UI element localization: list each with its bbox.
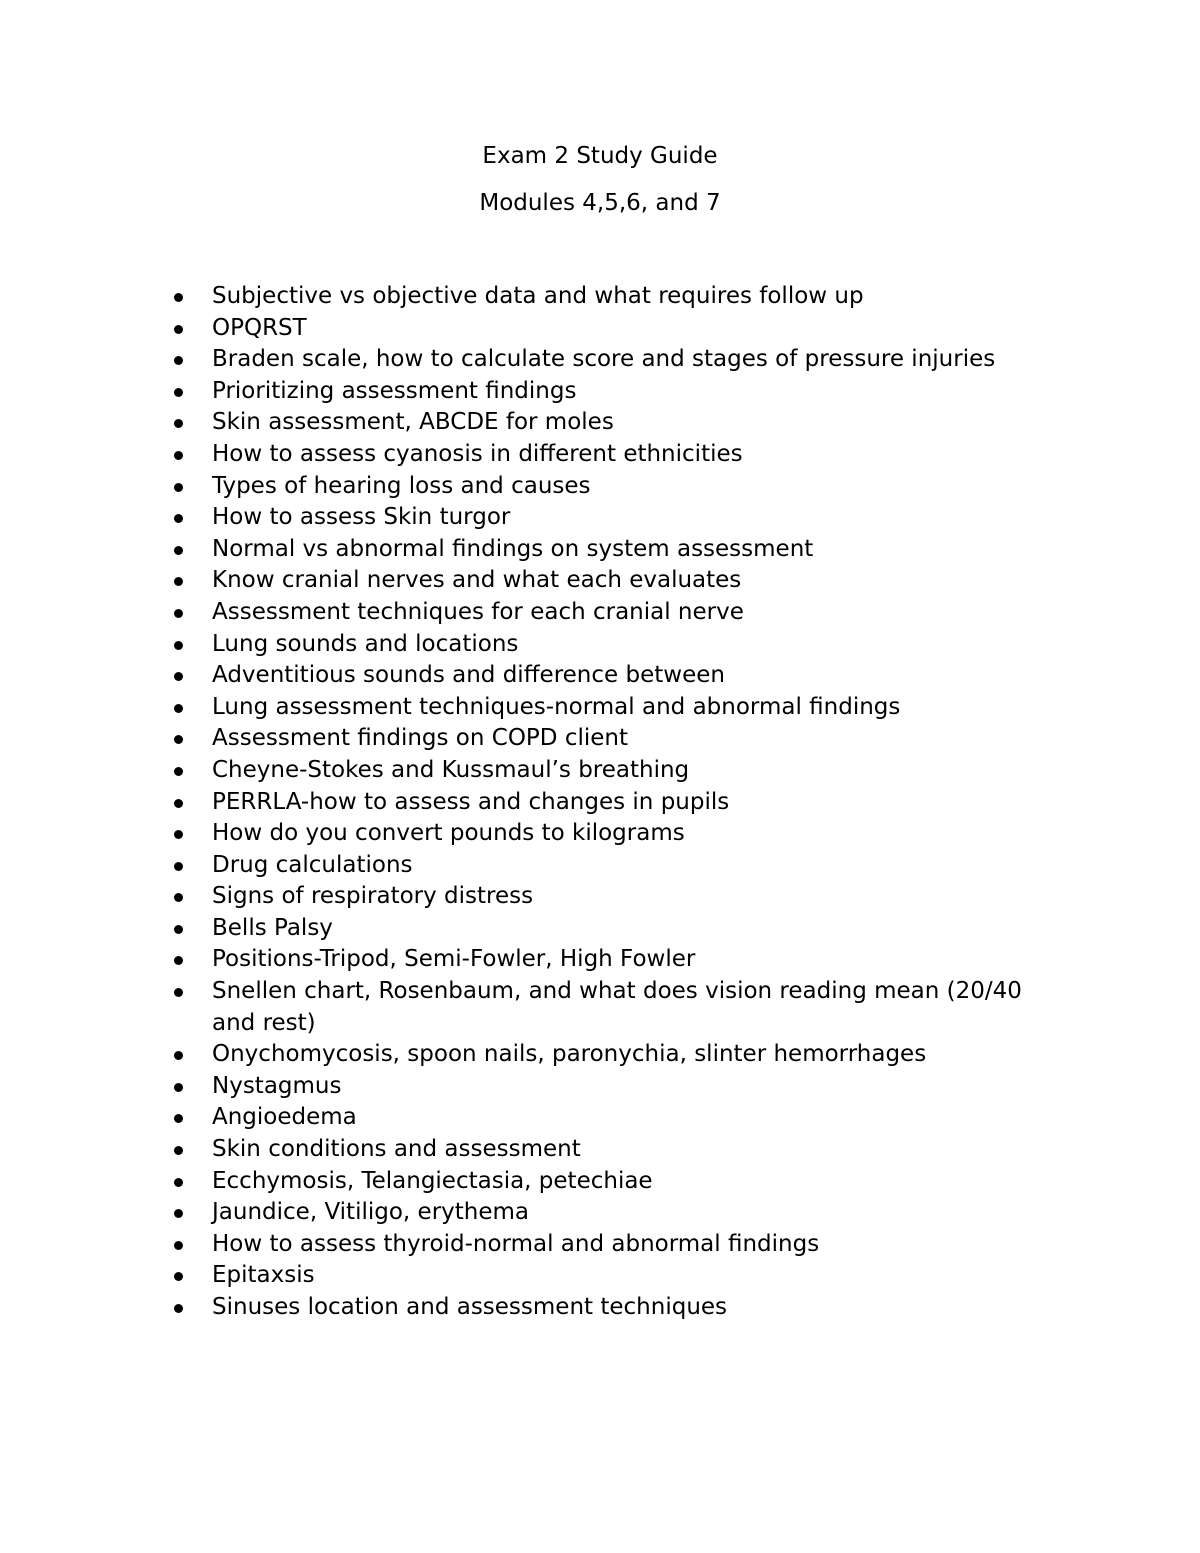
list-item-text: Ecchymosis, Telangiectasia, petechiae [212,1167,653,1194]
bullet-icon [174,1272,183,1281]
bullet-icon [174,514,183,523]
bullet-icon [174,830,183,839]
list-item [212,692,1072,724]
list-item [212,629,1072,661]
list-item-text: Signs of respiratory distress [212,883,534,910]
document-subtitle: Modules 4,5,6, and 7 [479,190,721,216]
list-item [212,281,1072,313]
bullet-icon [174,293,183,302]
list-item [212,407,1072,439]
list-item [212,1071,1072,1103]
list-item-text: Adventitious sounds and difference between [212,662,725,689]
bullet-icon [174,546,183,555]
list-item [212,313,1072,345]
list-item-text: Braden scale, how to calculate score and stages of pressure injuries [212,346,996,373]
list-item-text: Positions-Tripod, Semi-Fowler, High Fowler [212,946,696,973]
bullet-icon [174,1146,183,1155]
list-item [212,1197,1072,1229]
list-item-text: Know cranial nerves and what each evaluates [212,567,742,594]
list-item-text: PERRLA-how to assess and changes in pupils [212,788,730,815]
list-item [212,818,1072,850]
bullet-icon [174,609,183,618]
list-item-text: Subjective vs objective data and what requires follow up [212,283,864,309]
bullet-icon [174,672,183,681]
list-item [212,565,1072,597]
list-item [212,534,1072,566]
bullet-icon [174,735,183,744]
list-item-text: How to assess thyroid-normal and abnormal findings [212,1230,820,1257]
bullet-icon [174,641,183,650]
list-item-text: How do you convert pounds to kilograms [212,820,685,847]
list-item [212,471,1072,503]
list-item-text: Types of hearing loss and causes [212,472,591,499]
list-item [212,1292,1072,1324]
bullet-icon [174,1304,183,1313]
bullet-icon [174,577,183,586]
list-item [212,1260,1072,1292]
list-item-text: Cheyne-Stokes and Kussmaul’s breathing [212,756,690,783]
list-item [212,976,1072,1039]
study-topic-list [212,281,1072,1324]
bullet-icon [174,388,183,397]
list-item [212,913,1072,945]
bullet-icon [174,419,183,428]
bullet-icon [174,799,183,808]
list-item [212,723,1072,755]
list-item [212,597,1072,629]
list-item-text: Angioedema [212,1104,357,1131]
list-item-text: Prioritizing assessment findings [212,377,577,404]
list-item [212,944,1072,976]
list-item-text: OPQRST [212,314,307,341]
list-item [212,1134,1072,1166]
list-item-text: Snellen chart, Rosenbaum, and what does vision reading mean (20/40 and rest) [212,978,1022,1036]
bullet-icon [174,325,183,334]
list-item-text: Normal vs abnormal findings on system assessment [212,535,814,562]
list-item [212,660,1072,692]
list-item-text: Nystagmus [212,1072,342,1099]
list-item [212,376,1072,408]
list-item-text: Sinuses location and assessment techniques [212,1294,728,1320]
list-item [212,344,1072,376]
bullet-icon [174,1114,183,1123]
list-item [212,787,1072,819]
bullet-icon [174,1209,183,1218]
list-item-text: Skin assessment, ABCDE for moles [212,409,614,436]
bullet-icon [174,956,183,965]
list-item-text: Assessment techniques for each cranial nerve [212,598,744,625]
bullet-icon [174,988,183,997]
list-item-text: Drug calculations [212,851,413,878]
list-item-text: Onychomycosis, spoon nails, paronychia, slinter hemorrhages [212,1041,927,1068]
bullet-icon [174,1051,183,1060]
bullet-icon [174,356,183,365]
bullet-icon [174,483,183,492]
list-item [212,1166,1072,1198]
list-item-text: How to assess Skin turgor [212,504,511,531]
list-item [212,881,1072,913]
list-item [212,755,1072,787]
list-item-text: Lung sounds and locations [212,630,519,657]
bullet-icon [174,862,183,871]
bullet-icon [174,1178,183,1187]
list-item-text: Bells Palsy [212,914,333,941]
list-item [212,502,1072,534]
list-item-text: Jaundice, Vitiligo, erythema [212,1199,530,1226]
list-item [212,439,1072,471]
bullet-icon [174,704,183,713]
list-item-text: Skin conditions and assessment [212,1136,581,1163]
bullet-icon [174,767,183,776]
list-item [212,1229,1072,1261]
bullet-icon [174,893,183,902]
list-item [212,850,1072,882]
list-item-text: How to assess cyanosis in different ethnicities [212,440,743,467]
list-item-text: Epitaxsis [212,1262,315,1289]
list-item [212,1039,1072,1071]
bullet-icon [174,1083,183,1092]
list-item [212,1102,1072,1134]
bullet-icon [174,451,183,460]
list-item-text: Lung assessment techniques-normal and abnormal findings [212,693,901,720]
bullet-icon [174,1241,183,1250]
bullet-icon [174,925,183,934]
document-title: Exam 2 Study Guide [482,143,718,169]
list-item-text: Assessment findings on COPD client [212,725,628,752]
